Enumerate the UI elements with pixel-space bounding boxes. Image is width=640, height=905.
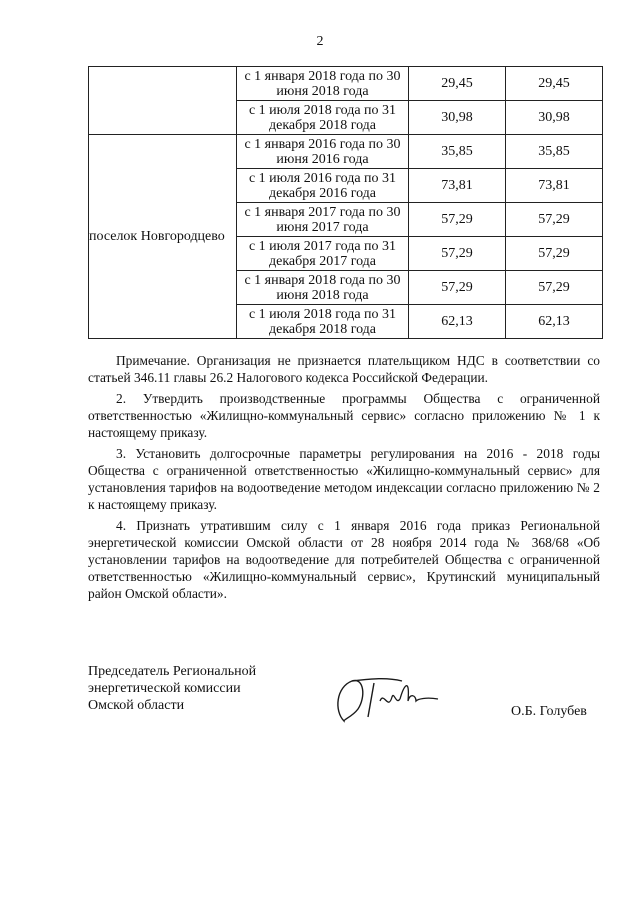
tariff-value-cell: 35,85 bbox=[506, 135, 603, 169]
handwritten-signature bbox=[330, 671, 442, 727]
period-cell: с 1 января 2016 года по 30 июня 2016 года bbox=[237, 135, 409, 169]
period-cell: с 1 июля 2016 года по 31 декабря 2016 года bbox=[237, 169, 409, 203]
table-row bbox=[89, 135, 603, 169]
page-number: 2 bbox=[316, 34, 324, 49]
tariff-value-cell: 73,81 bbox=[506, 169, 603, 203]
signer-position-line: Председатель Региональной bbox=[88, 664, 257, 679]
period-cell: с 1 января 2018 года по 30 июня 2018 года bbox=[237, 271, 409, 305]
table-row bbox=[89, 67, 603, 101]
tariff-value-cell: 29,45 bbox=[506, 67, 603, 101]
tariff-value-cell: 30,98 bbox=[506, 101, 603, 135]
tariff-value-cell: 73,81 bbox=[409, 169, 506, 203]
tariff-value-cell: 57,29 bbox=[409, 203, 506, 237]
tariff-value-cell: 30,98 bbox=[409, 101, 506, 135]
tariff-table bbox=[88, 66, 603, 339]
signer-position-line: Омской области bbox=[88, 698, 185, 713]
tariff-value-cell: 57,29 bbox=[409, 237, 506, 271]
period-cell: с 1 января 2018 года по 30 июня 2018 года bbox=[237, 67, 409, 101]
tariff-value-cell: 57,29 bbox=[506, 237, 603, 271]
tariff-value-cell: 62,13 bbox=[506, 305, 603, 339]
period-cell: с 1 июля 2017 года по 31 декабря 2017 года bbox=[237, 237, 409, 271]
period-cell: с 1 июля 2018 года по 31 декабря 2018 года bbox=[237, 305, 409, 339]
area-name-cell: поселок Новгородцево bbox=[89, 135, 237, 339]
tariff-value-cell: 57,29 bbox=[409, 271, 506, 305]
period-cell: с 1 января 2017 года по 30 июня 2017 года bbox=[237, 203, 409, 237]
item-paragraph: 4. Признать утратившим силу с 1 января 2016 года приказ Региональной энергетической комиссии Омской области от 28 ноября 2014 года № 368/68 «Об установлении тарифов на водоотведение для потребителей Общества с ограниченной ответственностью «Жилищно-коммунальный сервис», Крутинский муниципальный район Омской области». bbox=[88, 518, 600, 601]
item-paragraph: 2. Утвердить производственные программы Общества с ограниченной ответственностью «Жилищно-коммунальный сервис» согласно приложению № 1 к настоящему приказу. bbox=[88, 391, 600, 440]
body-text bbox=[88, 352, 600, 606]
tariff-value-cell: 35,85 bbox=[409, 135, 506, 169]
tariff-value-cell: 57,29 bbox=[506, 203, 603, 237]
area-cell-empty bbox=[89, 67, 237, 135]
signer-position bbox=[88, 663, 256, 714]
note-paragraph: Примечание. Организация не признается плательщиком НДС в соответствии со статьей 346.11 главы 26.2 Налогового кодекса Российской Федерации. bbox=[88, 353, 600, 385]
period-cell: с 1 июля 2018 года по 31 декабря 2018 года bbox=[237, 101, 409, 135]
tariff-value-cell: 62,13 bbox=[409, 305, 506, 339]
signer-name: О.Б. Голубев bbox=[511, 704, 587, 719]
tariff-value-cell: 57,29 bbox=[506, 271, 603, 305]
signer-position-line: энергетической комиссии bbox=[88, 681, 241, 696]
item-paragraph: 3. Установить долгосрочные параметры регулирования на 2016 - 2018 годы Общества с ограниченной ответственностью «Жилищно-коммунальный сервис» для установления тарифов на водоотведение методом индексации согласно приложению № 2 к настоящему приказу. bbox=[88, 446, 600, 512]
tariff-value-cell: 29,45 bbox=[409, 67, 506, 101]
